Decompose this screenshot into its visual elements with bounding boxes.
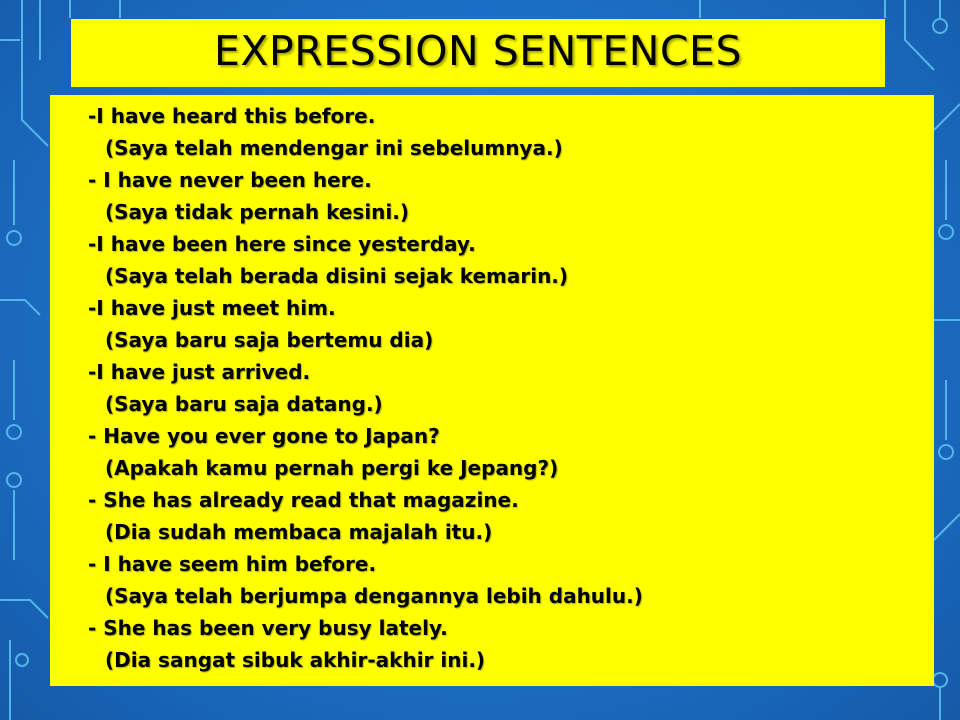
translation-sentence: (Saya telah mendengar ini sebelumnya.): [105, 136, 563, 160]
english-sentence: - She has already read that magazine.: [88, 488, 519, 512]
translation-sentence: (Dia sangat sibuk akhir-akhir ini.): [105, 648, 486, 672]
content-panel: [50, 95, 934, 686]
english-sentence: -I have just arrived.: [88, 360, 311, 384]
english-sentence: -I have just meet him.: [88, 296, 336, 320]
english-sentence: -I have heard this before.: [88, 104, 376, 128]
translation-sentence: (Apakah kamu pernah pergi ke Jepang?): [105, 456, 559, 480]
english-sentence: - I have seem him before.: [88, 552, 377, 576]
translation-sentence: (Saya baru saja bertemu dia): [105, 328, 434, 352]
translation-sentence: (Saya tidak pernah kesini.): [105, 200, 410, 224]
title-banner: [71, 19, 885, 87]
english-sentence: - I have never been here.: [88, 168, 372, 192]
english-sentence: -I have been here since yesterday.: [88, 232, 476, 256]
english-sentence: - She has been very busy lately.: [88, 616, 448, 640]
slide-title: EXPRESSION SENTENCES: [213, 27, 742, 75]
translation-sentence: (Saya baru saja datang.): [105, 392, 383, 416]
translation-sentence: (Saya telah berada disini sejak kemarin.): [105, 264, 569, 288]
english-sentence: - Have you ever gone to Japan?: [88, 424, 440, 448]
translation-sentence: (Dia sudah membaca majalah itu.): [105, 520, 493, 544]
translation-sentence: (Saya telah berjumpa dengannya lebih dahulu.): [105, 584, 643, 608]
